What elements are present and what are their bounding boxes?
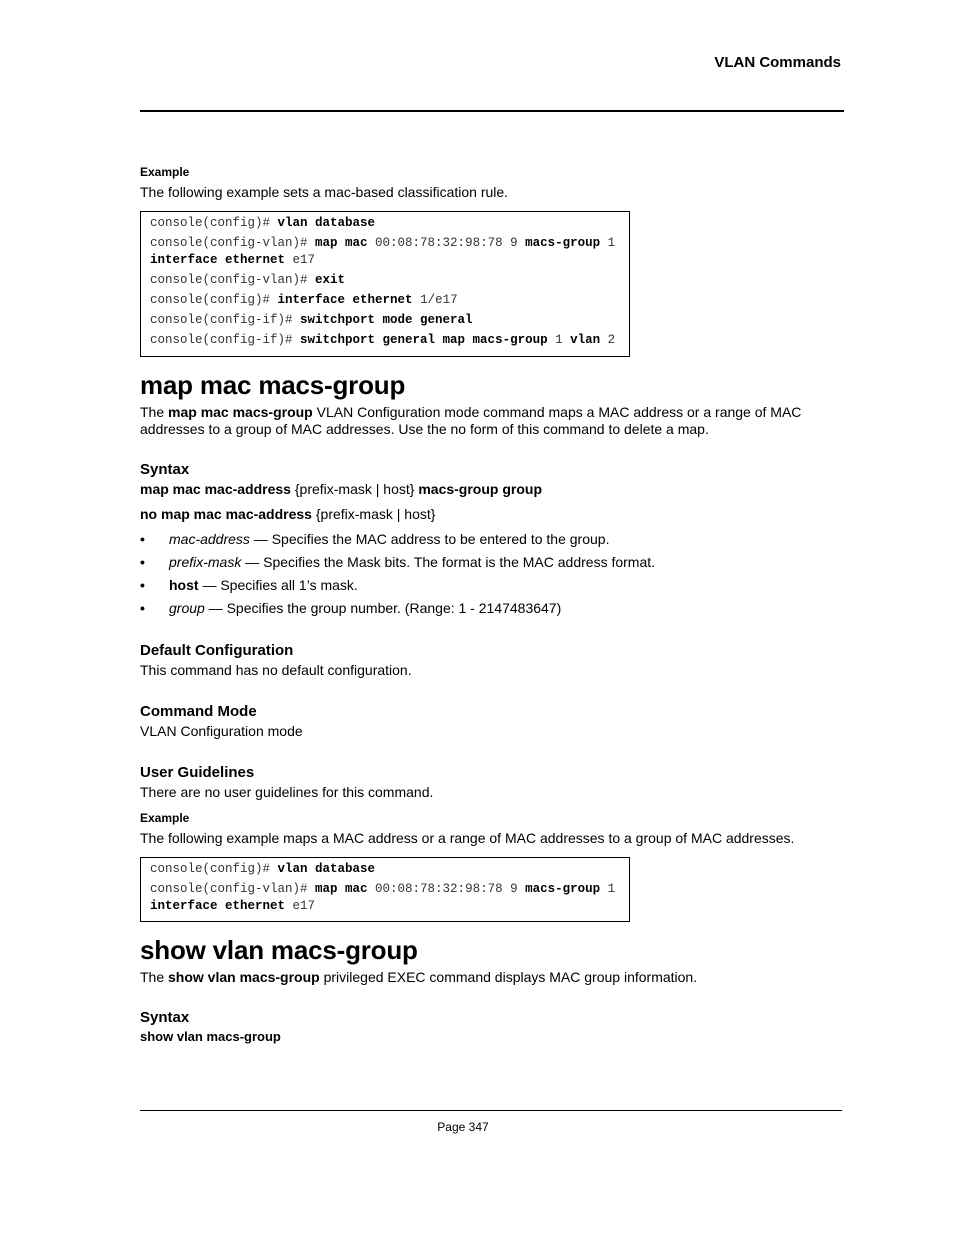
- code-text: e17: [285, 253, 316, 267]
- param-desc: — Specifies all 1’s mask.: [198, 577, 358, 593]
- syntax-line: show vlan macs-group: [140, 1029, 281, 1044]
- code-keyword: switchport general map macs-group: [300, 333, 548, 347]
- user-guidelines-text: There are no user guidelines for this command.: [140, 784, 434, 800]
- code-text: console(config-vlan)#: [150, 882, 316, 896]
- code-text: console(config-vlan)#: [150, 236, 316, 250]
- intro-text: privileged EXEC command displays MAC group information.: [319, 969, 698, 985]
- syntax-heading: Syntax: [140, 1009, 190, 1026]
- syntax-args: {prefix-mask | host}: [290, 481, 419, 497]
- bullet-icon: •: [140, 531, 145, 547]
- code-keyword: macs-group: [525, 236, 601, 250]
- code-line: [150, 332, 620, 349]
- intro-text: The: [140, 969, 169, 985]
- code-text: 00:08:78:32:98:78 9: [367, 236, 526, 250]
- code-keyword: vlan database: [277, 862, 376, 876]
- bullet-icon: •: [140, 600, 145, 616]
- header-divider: [140, 110, 844, 112]
- code-keyword: vlan: [570, 333, 601, 347]
- code-keyword: vlan database: [277, 216, 376, 230]
- code-line: [150, 861, 620, 878]
- running-header: VLAN Commands: [714, 54, 841, 71]
- syntax-line: [140, 506, 435, 523]
- code-keyword: map mac: [315, 882, 368, 896]
- code-block: [140, 211, 630, 357]
- param-term: group: [169, 600, 205, 616]
- param-desc: — Specifies the group number. (Range: 1 - 2147483647): [204, 600, 562, 616]
- code-keyword: interface ethernet: [150, 253, 286, 267]
- code-line: [150, 272, 620, 289]
- code-line: [150, 312, 620, 329]
- code-keyword: map mac: [315, 236, 368, 250]
- code-text: 1: [547, 333, 571, 347]
- param-term: prefix-mask: [169, 554, 242, 570]
- code-text: 2: [600, 333, 616, 347]
- code-keyword: interface ethernet: [277, 293, 413, 307]
- default-config-text: This command has no default configuration.: [140, 662, 412, 678]
- code-text: console(config-if)#: [150, 333, 301, 347]
- syntax-heading: Syntax: [140, 461, 190, 478]
- param-term: mac-address: [169, 531, 250, 547]
- page-number: Page 347: [437, 1120, 489, 1134]
- syntax-keyword: macs-group group: [418, 481, 542, 497]
- code-keyword: macs-group: [525, 882, 601, 896]
- command-mode-text: VLAN Configuration mode: [140, 723, 303, 739]
- param-desc: — Specifies the MAC address to be entered to the group.: [249, 531, 610, 547]
- code-text: 1: [600, 882, 623, 896]
- footer-divider: [140, 1110, 842, 1111]
- list-item: [140, 600, 840, 617]
- syntax-line: [140, 481, 542, 498]
- code-text: 00:08:78:32:98:78 9: [367, 882, 526, 896]
- list-item: [140, 531, 840, 548]
- example-description: The following example sets a mac-based classification rule.: [140, 184, 509, 200]
- section-intro: [140, 404, 820, 438]
- bullet-icon: •: [140, 554, 145, 570]
- section-title: show vlan macs-group: [140, 935, 418, 965]
- code-text: console(config)#: [150, 293, 278, 307]
- list-item: [140, 577, 840, 594]
- code-keyword: exit: [315, 273, 346, 287]
- syntax-keyword: map mac mac-address: [140, 481, 291, 497]
- intro-text: VLAN Configuration mode command maps a MAC address or a range of MAC addresses to a group of MAC addresses. Use the no form of this command to delete a map.: [140, 404, 802, 437]
- code-text: console(config-vlan)#: [150, 273, 316, 287]
- code-keyword: interface ethernet: [150, 899, 286, 913]
- user-guidelines-heading: User Guidelines: [140, 764, 255, 781]
- code-line: [150, 292, 620, 309]
- code-line: [150, 881, 623, 915]
- code-text: e17: [285, 899, 316, 913]
- example-label: Example: [140, 165, 190, 179]
- example-description: The following example maps a MAC address or a range of MAC addresses to a group of MAC addresses.: [140, 830, 795, 846]
- code-text: console(config-if)#: [150, 313, 301, 327]
- intro-text: The: [140, 404, 169, 420]
- code-line: [150, 215, 620, 232]
- syntax-keyword: no map mac mac-address: [140, 506, 312, 522]
- code-text: 1: [600, 236, 623, 250]
- section-intro: [140, 969, 697, 986]
- code-text: 1/e17: [412, 293, 458, 307]
- default-config-heading: Default Configuration: [140, 642, 294, 659]
- syntax-args: {prefix-mask | host}: [311, 506, 436, 522]
- example-label: Example: [140, 811, 190, 825]
- command-name: show vlan macs-group: [168, 969, 320, 985]
- list-item: [140, 554, 840, 571]
- code-text: console(config)#: [150, 862, 278, 876]
- param-desc: — Specifies the Mask bits. The format is the MAC address format.: [241, 554, 656, 570]
- parameter-list: [140, 531, 840, 623]
- code-text: console(config)#: [150, 216, 278, 230]
- code-keyword: switchport mode general: [300, 313, 473, 327]
- code-line: [150, 235, 623, 269]
- bullet-icon: •: [140, 577, 145, 593]
- section-title: map mac macs-group: [140, 370, 406, 400]
- code-block: [140, 857, 630, 922]
- command-name: map mac macs-group: [168, 404, 313, 420]
- command-mode-heading: Command Mode: [140, 703, 257, 720]
- param-term: host: [169, 577, 199, 593]
